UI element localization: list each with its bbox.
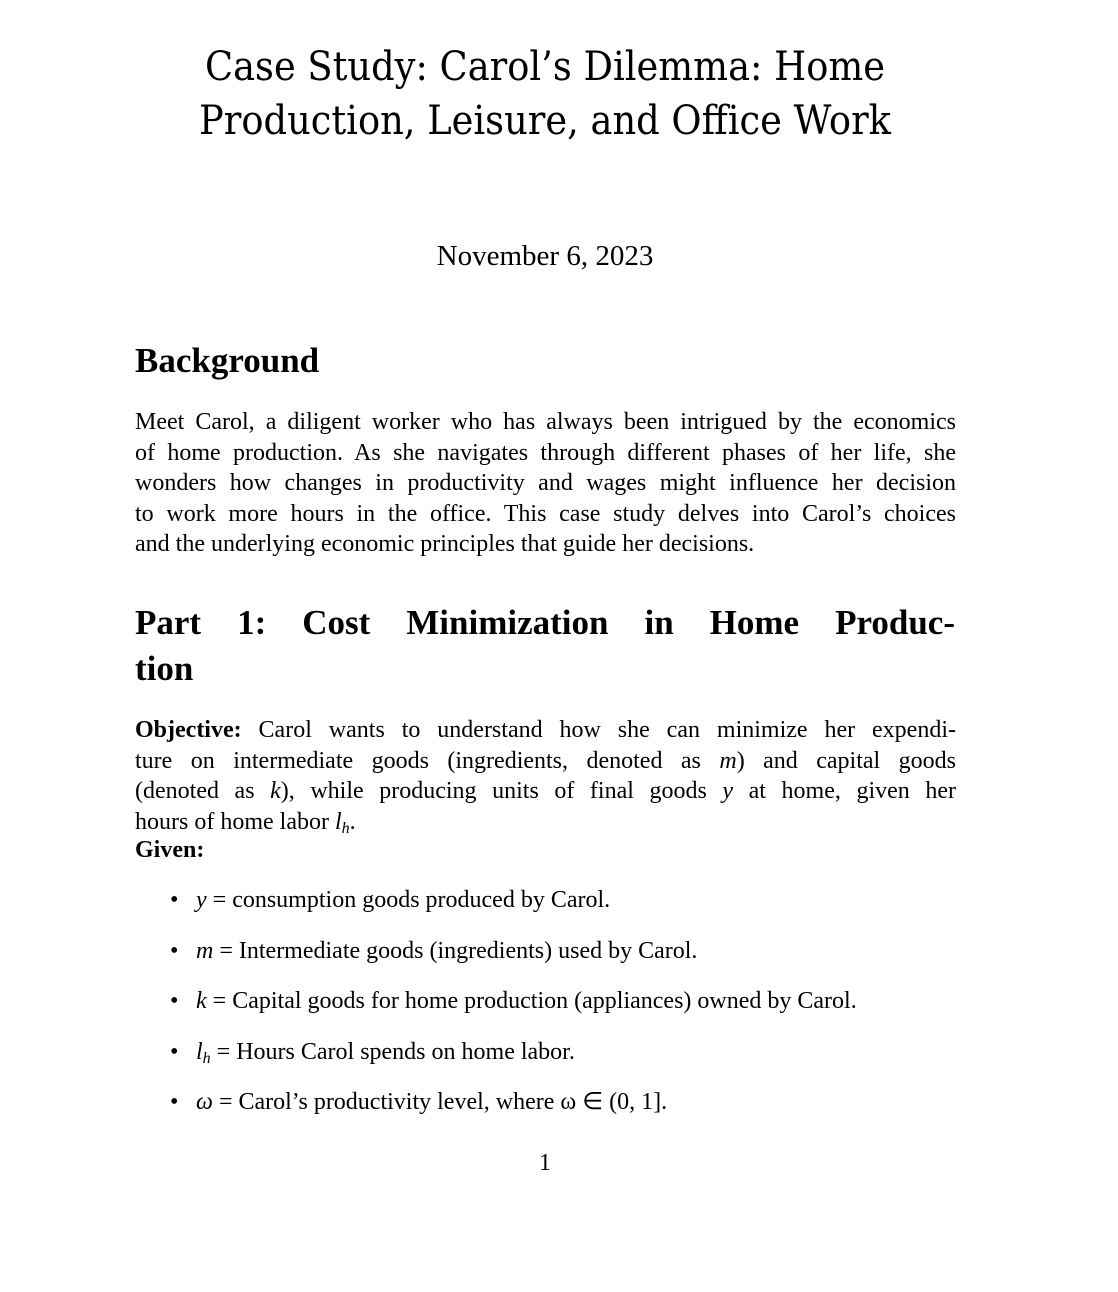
part1-heading: [135, 600, 955, 692]
paragraph-line: to work more hours in the office. This case study delves into Carol’s choices: [135, 500, 956, 527]
paragraph-line: [135, 807, 956, 838]
math-var: k: [196, 988, 207, 1014]
math-var: l: [334, 808, 342, 835]
objective-text: .: [349, 808, 356, 835]
paragraph-line: and the underlying economic principles that guide her decisions.: [135, 531, 755, 557]
document-date: November 6, 2023: [436, 240, 654, 272]
objective-text: at home, given her: [733, 778, 956, 804]
page-number: 1: [539, 1150, 551, 1176]
paragraph-line: [135, 776, 956, 807]
objective-text: (denoted as: [135, 778, 271, 804]
math-var: k: [270, 778, 281, 804]
paragraph-line: [135, 746, 956, 777]
list-item-text: = Hours Carol spends on home labor.: [210, 1038, 575, 1065]
math-var: m: [196, 937, 214, 964]
list-item: [170, 935, 857, 986]
math-var: y: [196, 887, 207, 913]
paragraph-line: of home production. As she navigates through different phases of her life, she: [135, 439, 956, 466]
paragraph-line: [135, 715, 956, 746]
part1-heading-line-2: tion: [135, 649, 194, 688]
paragraph-line: wonders how changes in productivity and wages might influence her decision: [135, 470, 956, 496]
math-var: m: [719, 747, 737, 774]
math-var: ω: [196, 1089, 213, 1115]
objective-paragraph: [135, 715, 956, 837]
objective-text: ) and capital goods: [736, 747, 956, 774]
background-paragraph: [135, 407, 956, 560]
given-label: Given:: [135, 837, 205, 863]
part1-heading-line-1: Part 1: Cost Minimization in Home Produc-: [135, 603, 955, 642]
objective-text: Carol wants to understand how she can minimize her expendi-: [258, 717, 956, 743]
title-line-1: Case Study: Carol’s Dilemma: Home: [204, 44, 886, 90]
background-heading: Background: [135, 341, 320, 380]
math-var: l: [196, 1038, 203, 1065]
title-line-2: Production, Leisure, and Office Work: [199, 98, 891, 144]
given-list: [170, 884, 857, 1137]
list-item: [170, 884, 857, 935]
list-item-text: = Intermediate goods (ingredients) used by Carol.: [213, 937, 698, 964]
math-subscript: h: [202, 1049, 211, 1067]
list-item: [170, 985, 857, 1036]
list-item-text: = Carol’s productivity level, where ω ∈ (0, 1].: [212, 1089, 668, 1115]
document-title: [168, 40, 922, 148]
objective-text: hours of home labor: [135, 808, 335, 835]
math-subscript: h: [341, 819, 350, 837]
objective-text: ), while producing units of final goods: [280, 778, 723, 804]
paragraph-line: Meet Carol, a diligent worker who has always been intrigued by the economics: [135, 409, 956, 435]
list-item: [170, 1036, 857, 1087]
objective-text: ture on intermediate goods (ingredients, denoted as: [135, 747, 720, 774]
math-var: y: [722, 778, 734, 804]
list-item-text: = Capital goods for home production (appliances) owned by Carol.: [206, 988, 857, 1014]
list-item-text: = consumption goods produced by Carol.: [206, 887, 611, 913]
objective-label: Objective:: [135, 717, 242, 743]
list-item: [170, 1086, 857, 1137]
